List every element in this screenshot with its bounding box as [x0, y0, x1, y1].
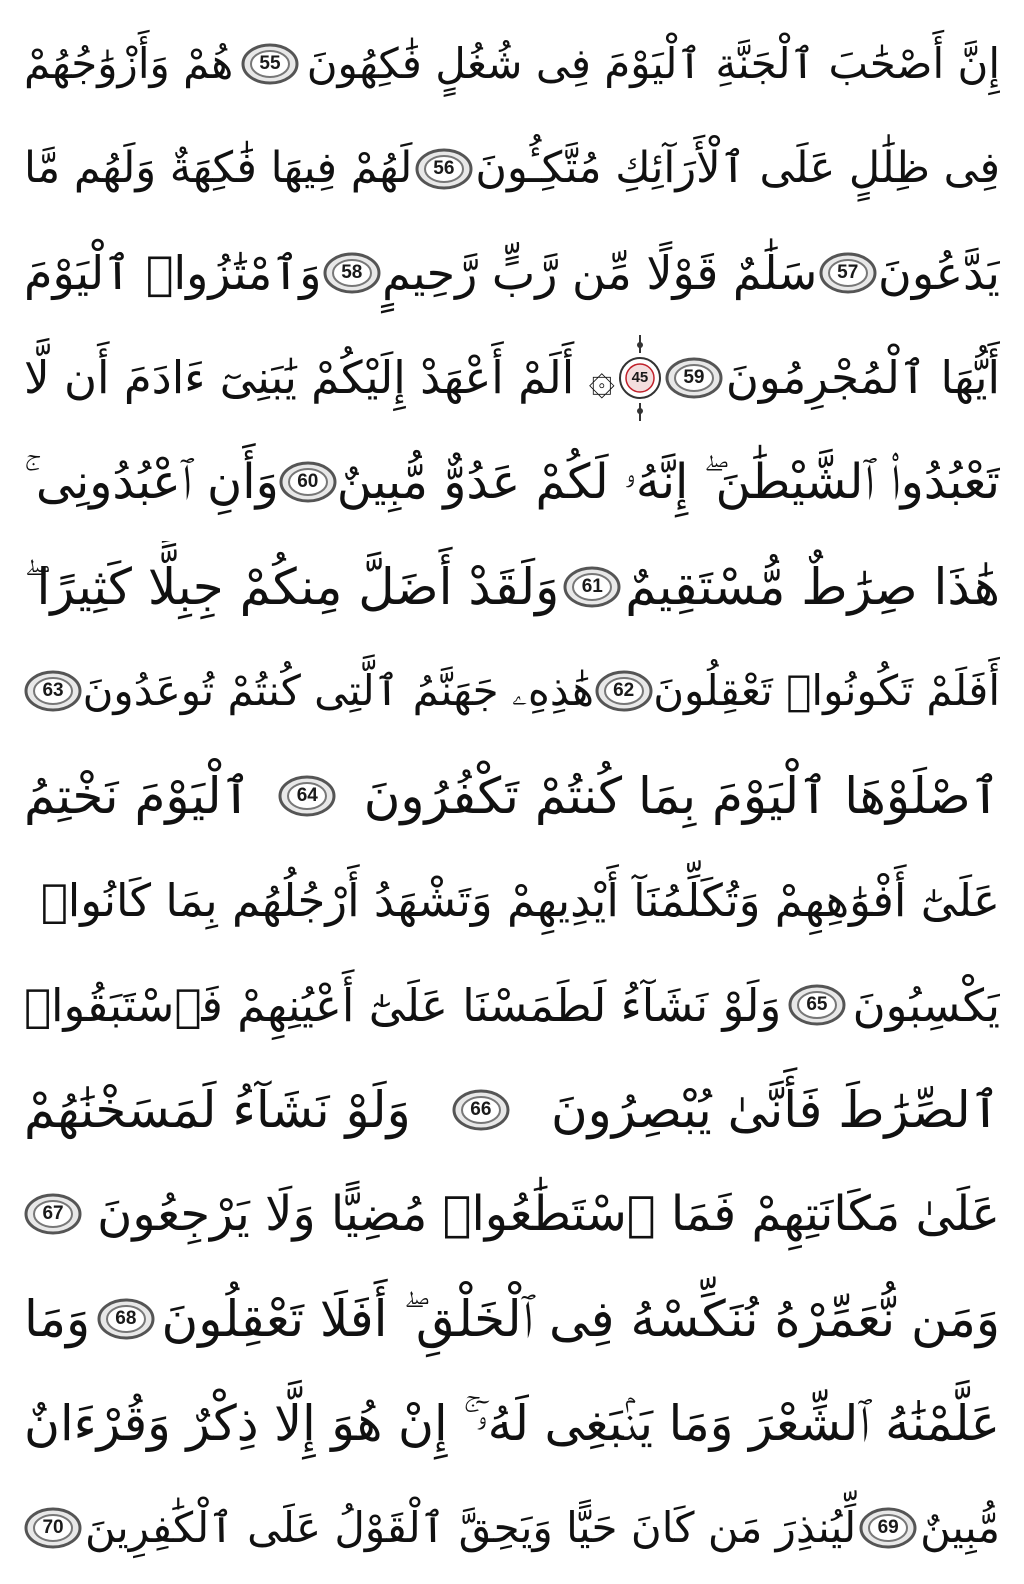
- verse-text: عَلَىٰ مَكَانَتِهِمْ فَمَا ٱسْتَطَٰعُوا۟ مُضِيًّا وَلَا يَرْجِعُونَ: [97, 1186, 1000, 1243]
- verse-text: يَدَّعُونَ: [878, 246, 1000, 301]
- hizb-number: 45: [631, 369, 649, 387]
- ayah-end-marker: [241, 43, 299, 85]
- ayah-number: 59: [683, 366, 705, 388]
- verse-text: ٱلْيَوْمَ نَخْتِمُ: [24, 766, 251, 825]
- verse-text: عَلَّمْنَٰهُ ٱلشِّعْرَ وَمَا يَنۢبَغِى لَهُۥٓ ۚ إِنْ هُوَ إِلَّا ذِكْرٌ وَقُرْءَانٌ: [24, 1394, 1000, 1452]
- ayah-number: 58: [341, 262, 363, 284]
- ayah-end-marker: [415, 148, 473, 190]
- verse-text: يَكْسِبُونَ: [852, 978, 1000, 1032]
- verse-text: تَعْبُدُوا۟ ٱلشَّيْطَٰنَ ۖ إِنَّهُۥ لَكُمْ عَدُوٌّ مُّبِينٌ: [336, 454, 1000, 511]
- ayah-end-marker: [323, 252, 381, 294]
- text-line-12: [24, 1168, 1000, 1260]
- text-line-10: [24, 959, 1000, 1051]
- ayah-number: 64: [296, 784, 318, 806]
- verse-text: هُمْ وَأَزْوَٰجُهُمْ: [24, 39, 234, 88]
- verse-text: مُّبِينٌ: [920, 1502, 1000, 1552]
- ayah-end-marker: [24, 670, 82, 712]
- text-line-1: [24, 18, 1000, 110]
- text-line-11: [24, 1064, 1000, 1156]
- text-line-7: [24, 645, 1000, 737]
- ayah-number: 67: [42, 1203, 64, 1225]
- text-line-15: [24, 1482, 1000, 1574]
- text-line-4: [24, 332, 1000, 424]
- verse-text: لِّيُنذِرَ مَن كَانَ حَيًّا وَيَحِقَّ ٱلْقَوْلُ عَلَى ٱلْكَٰفِرِينَ: [85, 1502, 857, 1552]
- verse-text: وَأَنِ ٱعْبُدُونِى ۚ: [24, 454, 279, 511]
- verse-text: سَلَٰمٌ قَوْلًا مِّن رَّبٍّ رَّحِيمٍ: [382, 246, 818, 301]
- verse-text: ۞ أَلَمْ أَعْهَدْ إِلَيْكُمْ يَٰبَنِىٓ ءَادَمَ أَن لَّا: [24, 351, 615, 405]
- ayah-number: 61: [581, 575, 603, 597]
- ayah-number: 66: [470, 1098, 492, 1120]
- text-line-3: [24, 227, 1000, 319]
- ayah-end-marker: [819, 252, 877, 294]
- ayah-end-marker: [859, 1507, 917, 1549]
- ayah-end-marker: [452, 1089, 510, 1131]
- verse-text: وَمَا: [24, 1289, 91, 1348]
- ayah-end-marker: [563, 566, 621, 608]
- text-line-13: [24, 1273, 1000, 1365]
- verse-text: لَهُمْ فِيهَا فَٰكِهَةٌ وَلَهُم مَّا: [24, 143, 413, 194]
- verse-text: إِنَّ أَصْحَٰبَ ٱلْجَنَّةِ ٱلْيَوْمَ فِى شُغُلٍ فَٰكِهُونَ: [306, 39, 1000, 88]
- ayah-end-marker: [24, 1507, 82, 1549]
- verse-text: عَلَىٰٓ أَفْوَٰهِهِمْ وَتُكَلِّمُنَآ أَيْدِيهِمْ وَتَشْهَدُ أَرْجُلُهُم بِمَا كَانُوا۟: [40, 874, 1000, 927]
- ayah-end-marker: [595, 670, 653, 712]
- ayah-number: 70: [42, 1516, 64, 1538]
- ayah-number: 56: [433, 157, 455, 179]
- text-line-14: [24, 1377, 1000, 1469]
- verse-text: ٱصْلَوْهَا ٱلْيَوْمَ بِمَا كُنتُمْ تَكْفُرُونَ: [363, 766, 1000, 825]
- verse-text: هَٰذِهِۦ جَهَنَّمُ ٱلَّتِى كُنتُمْ تُوعَدُونَ: [82, 666, 595, 716]
- hizb-marker: [618, 333, 662, 423]
- verse-text: وَمَن نُّعَمِّرْهُ نُنَكِّسْهُ فِى ٱلْخَلْقِ ۖ أَفَلَا تَعْقِلُونَ: [161, 1289, 1000, 1348]
- ayah-number: 60: [297, 471, 319, 493]
- ayah-number: 62: [613, 680, 635, 702]
- ayah-number: 57: [837, 262, 859, 284]
- text-line-8: [24, 750, 1000, 842]
- ayah-number: 65: [806, 994, 828, 1016]
- text-line-5: [24, 436, 1000, 528]
- ayah-end-marker: [24, 1193, 82, 1235]
- verse-text: وَلَوْ نَشَآءُ لَمَسَخْنَٰهُمْ: [24, 1080, 411, 1139]
- text-line-9: [24, 855, 1000, 947]
- ayah-end-marker: [788, 984, 846, 1026]
- ayah-number: 69: [877, 1516, 899, 1538]
- verse-text: هَٰذَا صِرَٰطٌ مُّسْتَقِيمٌ: [625, 557, 1000, 616]
- verse-text: وَلَقَدْ أَضَلَّ مِنكُمْ جِبِلًّا كَثِيرًا ۖ: [24, 557, 560, 616]
- ayah-end-marker: [97, 1298, 155, 1340]
- text-line-6: [24, 541, 1000, 633]
- verse-text: ٱلصِّرَٰطَ فَأَنَّىٰ يُبْصِرُونَ: [550, 1080, 1000, 1139]
- verse-text: أَفَلَمْ تَكُونُوا۟ تَعْقِلُونَ: [653, 666, 1000, 716]
- verse-text: فِى ظِلَٰلٍ عَلَى ٱلْأَرَآئِكِ مُتَّكِـُٔونَ: [475, 143, 1000, 194]
- ayah-end-marker: [278, 775, 336, 817]
- verse-text: وَلَوْ نَشَآءُ لَطَمَسْنَا عَلَىٰٓ أَعْيُنِهِمْ فَٱسْتَبَقُوا۟: [24, 978, 782, 1032]
- ayah-end-marker: [279, 461, 337, 503]
- ayah-number: 68: [115, 1307, 137, 1329]
- text-line-2: [24, 123, 1000, 215]
- verse-text: أَيُّهَا ٱلْمُجْرِمُونَ: [725, 351, 1000, 405]
- verse-text: وَٱمْتَٰزُوا۟ ٱلْيَوْمَ: [24, 246, 322, 301]
- ayah-number: 55: [259, 53, 281, 74]
- ayah-number: 63: [42, 680, 64, 702]
- ayah-end-marker: [665, 357, 723, 399]
